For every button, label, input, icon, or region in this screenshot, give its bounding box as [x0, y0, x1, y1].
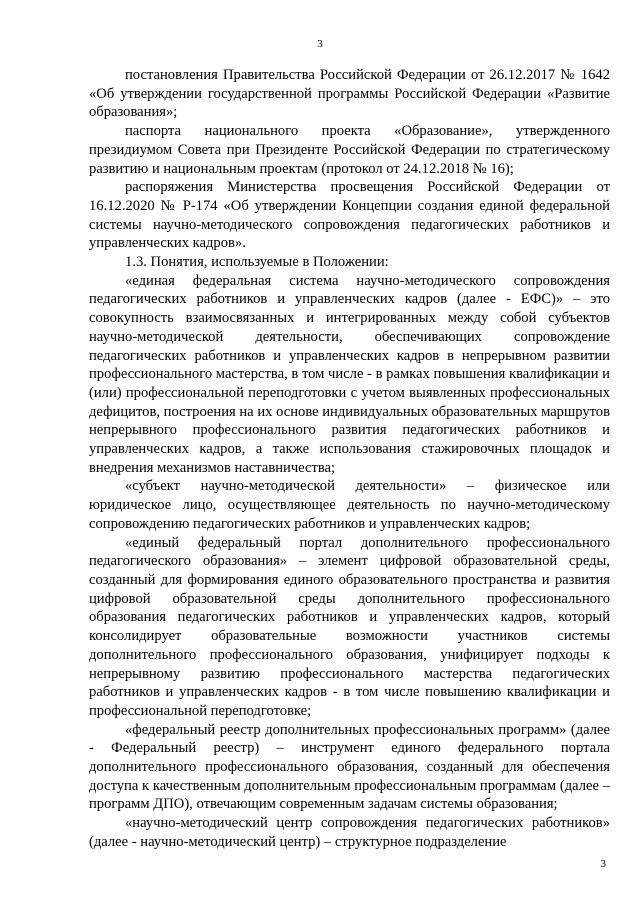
paragraph-postanovlenie: постановления Правительства Российской Федерации от 26.12.2017 № 1642 «Об утверждении государственной программы Российской Федерации «Развитие образования»; — [89, 67, 610, 121]
paragraph-definition-center: «научно-методический центр сопровождения педагогических работников» (далее - научно-методический центр) – структурное подразделение — [89, 815, 610, 850]
paragraph-section-1-3: 1.3. Понятия, используемые в Положении: — [125, 254, 389, 271]
paragraph-definition-efs: «единая федеральная система научно-методического сопровождения педагогических работников и управленческих кадров (далее - ЕФС)» – это совокупность взаимосвязанных и интегрированных между собой субъектов научно-методической деятельности, обеспечивающих сопровождение педагогических работников и управленческих кадров в непрерывном развитии профессионального мастерства, в том числе - в рамках повышения квалификации и (или) профессиональной переподготовки с учетом выявленных профессиональных дефицитов, построения на их основе индивидуальных образовательных маршрутов непрерывного профессионального развития педагогических работников и управленческих кадров, а также использования стажировочных площадок и внедрения механизмов наставничества; — [89, 272, 610, 476]
page-number-top: 3 — [317, 38, 323, 50]
paragraph-definition-registry: «федеральный реестр дополнительных профессиональных программ» (далее - Федеральный реестр) – инструмент единого федерального портала дополнительного профессионального образования, созданный для обеспечения доступа к качественным дополнительным профессиональным программам (далее – программ ДПО), отвечающим современным задачам системы образования; — [89, 721, 610, 813]
paragraph-definition-portal: «единый федеральный портал дополнительного профессионального педагогического образования» – элемент цифровой образовательной среды, созданный для формирования единого образовательного пространства и развития цифровой образовательной среды дополнительного профессионального образования педагогических работников и управленческих кадров, который консолидирует образовательные возможности участников системы дополнительного профессионального образования, унифицирует подходы к непрерывному развитию профессионального мастерства педагогических работников и управленческих кадров - в том числе повышению квалификации и профессиональной переподготовке; — [89, 534, 610, 719]
paragraph-rasporyazhenie: распоряжения Министерства просвещения Российской Федерации от 16.12.2020 № Р-174 «Об утверждении Концепции создания единой федеральной системы научно-методического сопровождения педагогических работников и управленческих кадров». — [89, 179, 610, 252]
page-number-bottom: 3 — [600, 858, 606, 870]
paragraph-pasport: паспорта национального проекта «Образование», утвержденного президиумом Совета при Президенте Российской Федерации по стратегическому развитию и национальным проектам (протокол от 24.12.2018 № 16); — [89, 123, 610, 177]
paragraph-definition-subject: «субъект научно-методической деятельности» – физическое или юридическое лицо, осуществляющее деятельность по научно-методическому сопровождению педагогических работников и управленческих кадров; — [89, 478, 610, 532]
document-body — [89, 66, 610, 852]
